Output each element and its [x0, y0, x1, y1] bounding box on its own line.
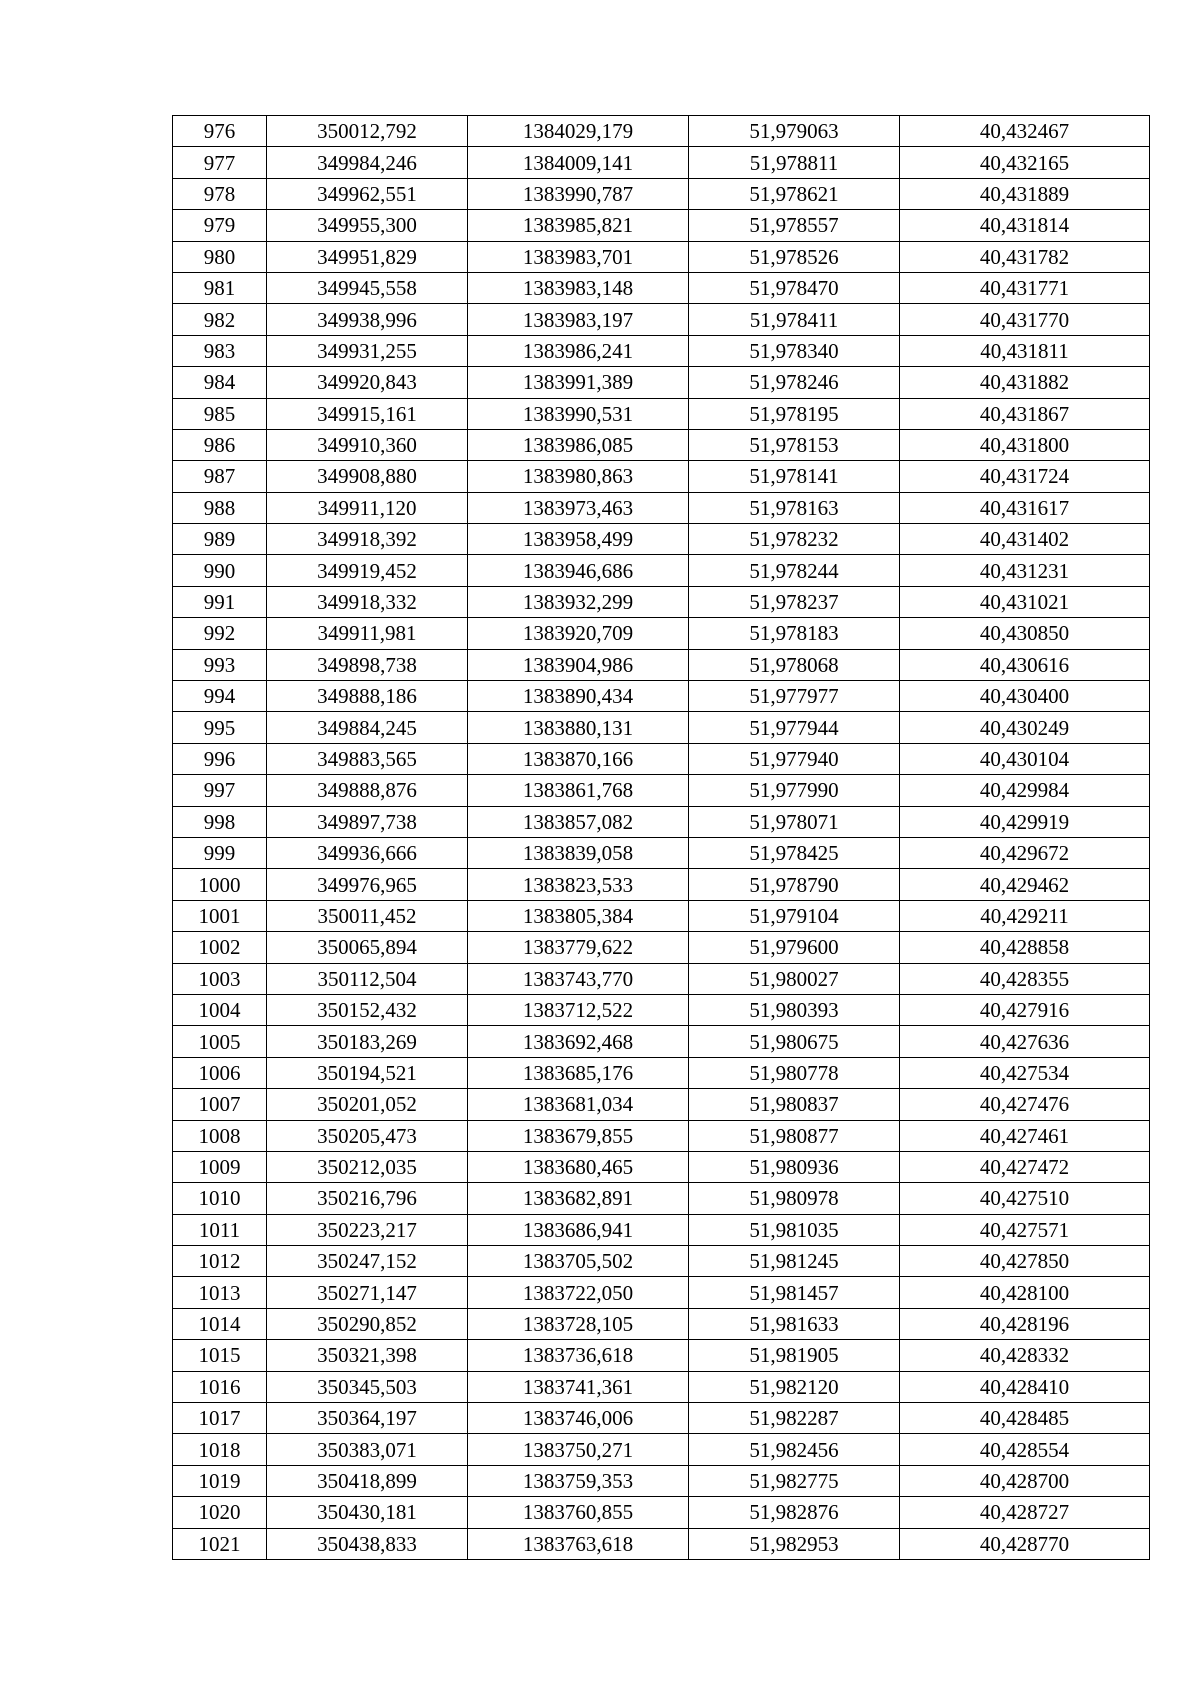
x-coordinate-cell: 350212,035 [267, 1151, 468, 1182]
latitude-cell: 51,980778 [689, 1057, 900, 1088]
point-number-cell: 997 [173, 775, 267, 806]
y-coordinate-cell: 1383861,768 [468, 775, 689, 806]
point-number-cell: 977 [173, 147, 267, 178]
latitude-cell: 51,978526 [689, 241, 900, 272]
y-coordinate-cell: 1383990,531 [468, 398, 689, 429]
latitude-cell: 51,980027 [689, 963, 900, 994]
y-coordinate-cell: 1383743,770 [468, 963, 689, 994]
latitude-cell: 51,978237 [689, 586, 900, 617]
point-number-cell: 980 [173, 241, 267, 272]
table-row [173, 116, 1150, 147]
latitude-cell: 51,980978 [689, 1183, 900, 1214]
latitude-cell: 51,977990 [689, 775, 900, 806]
y-coordinate-cell: 1383779,622 [468, 932, 689, 963]
point-number-cell: 1001 [173, 900, 267, 931]
longitude-cell: 40,430850 [900, 618, 1150, 649]
latitude-cell: 51,980675 [689, 1026, 900, 1057]
table-row [173, 1277, 1150, 1308]
x-coordinate-cell: 349962,551 [267, 178, 468, 209]
latitude-cell: 51,980936 [689, 1151, 900, 1182]
table-row [173, 1246, 1150, 1277]
point-number-cell: 1004 [173, 994, 267, 1025]
latitude-cell: 51,979063 [689, 116, 900, 147]
x-coordinate-cell: 349897,738 [267, 806, 468, 837]
y-coordinate-cell: 1384009,141 [468, 147, 689, 178]
x-coordinate-cell: 349976,965 [267, 869, 468, 900]
y-coordinate-cell: 1383728,105 [468, 1308, 689, 1339]
point-number-cell: 988 [173, 492, 267, 523]
longitude-cell: 40,431882 [900, 367, 1150, 398]
table-row [173, 1497, 1150, 1528]
table-row [173, 1340, 1150, 1371]
latitude-cell: 51,980393 [689, 994, 900, 1025]
x-coordinate-cell: 349920,843 [267, 367, 468, 398]
longitude-cell: 40,431231 [900, 555, 1150, 586]
latitude-cell: 51,978790 [689, 869, 900, 900]
x-coordinate-cell: 350205,473 [267, 1120, 468, 1151]
longitude-cell: 40,429919 [900, 806, 1150, 837]
x-coordinate-cell: 350201,052 [267, 1089, 468, 1120]
x-coordinate-cell: 349938,996 [267, 304, 468, 335]
point-number-cell: 1019 [173, 1465, 267, 1496]
longitude-cell: 40,428332 [900, 1340, 1150, 1371]
latitude-cell: 51,980877 [689, 1120, 900, 1151]
longitude-cell: 40,431867 [900, 398, 1150, 429]
point-number-cell: 976 [173, 116, 267, 147]
point-number-cell: 1011 [173, 1214, 267, 1245]
x-coordinate-cell: 349883,565 [267, 743, 468, 774]
x-coordinate-cell: 349911,981 [267, 618, 468, 649]
y-coordinate-cell: 1383705,502 [468, 1246, 689, 1277]
table-row [173, 963, 1150, 994]
y-coordinate-cell: 1383682,891 [468, 1183, 689, 1214]
x-coordinate-cell: 349936,666 [267, 837, 468, 868]
x-coordinate-cell: 349898,738 [267, 649, 468, 680]
point-number-cell: 982 [173, 304, 267, 335]
table-row [173, 492, 1150, 523]
table-row [173, 1151, 1150, 1182]
x-coordinate-cell: 350364,197 [267, 1403, 468, 1434]
y-coordinate-cell: 1383746,006 [468, 1403, 689, 1434]
y-coordinate-cell: 1383983,148 [468, 272, 689, 303]
latitude-cell: 51,982120 [689, 1371, 900, 1402]
point-number-cell: 985 [173, 398, 267, 429]
point-number-cell: 995 [173, 712, 267, 743]
longitude-cell: 40,431814 [900, 210, 1150, 241]
longitude-cell: 40,427461 [900, 1120, 1150, 1151]
y-coordinate-cell: 1383920,709 [468, 618, 689, 649]
x-coordinate-cell: 350152,432 [267, 994, 468, 1025]
y-coordinate-cell: 1383904,986 [468, 649, 689, 680]
longitude-cell: 40,427636 [900, 1026, 1150, 1057]
longitude-cell: 40,427472 [900, 1151, 1150, 1182]
latitude-cell: 51,981633 [689, 1308, 900, 1339]
latitude-cell: 51,982876 [689, 1497, 900, 1528]
latitude-cell: 51,980837 [689, 1089, 900, 1120]
latitude-cell: 51,978621 [689, 178, 900, 209]
x-coordinate-cell: 349915,161 [267, 398, 468, 429]
latitude-cell: 51,978425 [689, 837, 900, 868]
table-row [173, 461, 1150, 492]
table-row [173, 524, 1150, 555]
table-row [173, 1434, 1150, 1465]
point-number-cell: 993 [173, 649, 267, 680]
x-coordinate-cell: 349984,246 [267, 147, 468, 178]
point-number-cell: 984 [173, 367, 267, 398]
y-coordinate-cell: 1383880,131 [468, 712, 689, 743]
y-coordinate-cell: 1383991,389 [468, 367, 689, 398]
longitude-cell: 40,429211 [900, 900, 1150, 931]
longitude-cell: 40,431724 [900, 461, 1150, 492]
table-row [173, 1465, 1150, 1496]
point-number-cell: 978 [173, 178, 267, 209]
x-coordinate-cell: 349884,245 [267, 712, 468, 743]
point-number-cell: 1012 [173, 1246, 267, 1277]
coordinates-table-body [173, 116, 1150, 1560]
point-number-cell: 1000 [173, 869, 267, 900]
point-number-cell: 1020 [173, 1497, 267, 1528]
y-coordinate-cell: 1383990,787 [468, 178, 689, 209]
y-coordinate-cell: 1383760,855 [468, 1497, 689, 1528]
point-number-cell: 1017 [173, 1403, 267, 1434]
x-coordinate-cell: 349918,332 [267, 586, 468, 617]
table-row [173, 994, 1150, 1025]
table-row [173, 869, 1150, 900]
point-number-cell: 1021 [173, 1528, 267, 1559]
latitude-cell: 51,978195 [689, 398, 900, 429]
table-row [173, 1089, 1150, 1120]
y-coordinate-cell: 1383986,085 [468, 429, 689, 460]
point-number-cell: 983 [173, 335, 267, 366]
point-number-cell: 999 [173, 837, 267, 868]
table-row [173, 304, 1150, 335]
x-coordinate-cell: 350183,269 [267, 1026, 468, 1057]
table-row [173, 1371, 1150, 1402]
y-coordinate-cell: 1383805,384 [468, 900, 689, 931]
longitude-cell: 40,430400 [900, 681, 1150, 712]
table-row [173, 618, 1150, 649]
latitude-cell: 51,982775 [689, 1465, 900, 1496]
point-number-cell: 1005 [173, 1026, 267, 1057]
point-number-cell: 1018 [173, 1434, 267, 1465]
y-coordinate-cell: 1383890,434 [468, 681, 689, 712]
longitude-cell: 40,428196 [900, 1308, 1150, 1339]
y-coordinate-cell: 1383985,821 [468, 210, 689, 241]
x-coordinate-cell: 350011,452 [267, 900, 468, 931]
longitude-cell: 40,427850 [900, 1246, 1150, 1277]
longitude-cell: 40,431021 [900, 586, 1150, 617]
y-coordinate-cell: 1383680,465 [468, 1151, 689, 1182]
table-row [173, 1528, 1150, 1559]
latitude-cell: 51,978340 [689, 335, 900, 366]
y-coordinate-cell: 1383722,050 [468, 1277, 689, 1308]
y-coordinate-cell: 1383686,941 [468, 1214, 689, 1245]
latitude-cell: 51,982456 [689, 1434, 900, 1465]
point-number-cell: 992 [173, 618, 267, 649]
x-coordinate-cell: 350321,398 [267, 1340, 468, 1371]
y-coordinate-cell: 1383823,533 [468, 869, 689, 900]
table-row [173, 837, 1150, 868]
latitude-cell: 51,981905 [689, 1340, 900, 1371]
latitude-cell: 51,977940 [689, 743, 900, 774]
x-coordinate-cell: 349888,876 [267, 775, 468, 806]
x-coordinate-cell: 350223,217 [267, 1214, 468, 1245]
point-number-cell: 1013 [173, 1277, 267, 1308]
point-number-cell: 996 [173, 743, 267, 774]
longitude-cell: 40,431800 [900, 429, 1150, 460]
latitude-cell: 51,982953 [689, 1528, 900, 1559]
longitude-cell: 40,427510 [900, 1183, 1150, 1214]
x-coordinate-cell: 350290,852 [267, 1308, 468, 1339]
point-number-cell: 979 [173, 210, 267, 241]
table-row [173, 429, 1150, 460]
y-coordinate-cell: 1383681,034 [468, 1089, 689, 1120]
point-number-cell: 1010 [173, 1183, 267, 1214]
longitude-cell: 40,428700 [900, 1465, 1150, 1496]
point-number-cell: 998 [173, 806, 267, 837]
longitude-cell: 40,429984 [900, 775, 1150, 806]
table-row [173, 147, 1150, 178]
longitude-cell: 40,427916 [900, 994, 1150, 1025]
y-coordinate-cell: 1383712,522 [468, 994, 689, 1025]
x-coordinate-cell: 349931,255 [267, 335, 468, 366]
latitude-cell: 51,978246 [689, 367, 900, 398]
longitude-cell: 40,431770 [900, 304, 1150, 335]
x-coordinate-cell: 350271,147 [267, 1277, 468, 1308]
latitude-cell: 51,977977 [689, 681, 900, 712]
x-coordinate-cell: 349911,120 [267, 492, 468, 523]
table-row [173, 586, 1150, 617]
latitude-cell: 51,979104 [689, 900, 900, 931]
x-coordinate-cell: 350247,152 [267, 1246, 468, 1277]
latitude-cell: 51,978232 [689, 524, 900, 555]
y-coordinate-cell: 1383983,701 [468, 241, 689, 272]
table-row [173, 806, 1150, 837]
y-coordinate-cell: 1383958,499 [468, 524, 689, 555]
table-row [173, 1120, 1150, 1151]
y-coordinate-cell: 1383763,618 [468, 1528, 689, 1559]
x-coordinate-cell: 349910,360 [267, 429, 468, 460]
table-row [173, 900, 1150, 931]
latitude-cell: 51,982287 [689, 1403, 900, 1434]
x-coordinate-cell: 350194,521 [267, 1057, 468, 1088]
y-coordinate-cell: 1383839,058 [468, 837, 689, 868]
longitude-cell: 40,427534 [900, 1057, 1150, 1088]
x-coordinate-cell: 349951,829 [267, 241, 468, 272]
x-coordinate-cell: 350216,796 [267, 1183, 468, 1214]
y-coordinate-cell: 1383857,082 [468, 806, 689, 837]
longitude-cell: 40,427476 [900, 1089, 1150, 1120]
point-number-cell: 987 [173, 461, 267, 492]
y-coordinate-cell: 1384029,179 [468, 116, 689, 147]
latitude-cell: 51,978068 [689, 649, 900, 680]
point-number-cell: 986 [173, 429, 267, 460]
table-row [173, 775, 1150, 806]
x-coordinate-cell: 350065,894 [267, 932, 468, 963]
x-coordinate-cell: 349919,452 [267, 555, 468, 586]
latitude-cell: 51,981035 [689, 1214, 900, 1245]
y-coordinate-cell: 1383986,241 [468, 335, 689, 366]
y-coordinate-cell: 1383736,618 [468, 1340, 689, 1371]
y-coordinate-cell: 1383932,299 [468, 586, 689, 617]
table-row [173, 743, 1150, 774]
latitude-cell: 51,978183 [689, 618, 900, 649]
longitude-cell: 40,428858 [900, 932, 1150, 963]
y-coordinate-cell: 1383983,197 [468, 304, 689, 335]
longitude-cell: 40,431811 [900, 335, 1150, 366]
point-number-cell: 991 [173, 586, 267, 617]
latitude-cell: 51,978411 [689, 304, 900, 335]
table-row [173, 712, 1150, 743]
x-coordinate-cell: 349918,392 [267, 524, 468, 555]
latitude-cell: 51,978141 [689, 461, 900, 492]
y-coordinate-cell: 1383750,271 [468, 1434, 689, 1465]
point-number-cell: 1006 [173, 1057, 267, 1088]
longitude-cell: 40,428554 [900, 1434, 1150, 1465]
table-row [173, 932, 1150, 963]
longitude-cell: 40,430249 [900, 712, 1150, 743]
longitude-cell: 40,432165 [900, 147, 1150, 178]
table-row [173, 335, 1150, 366]
longitude-cell: 40,428727 [900, 1497, 1150, 1528]
point-number-cell: 1007 [173, 1089, 267, 1120]
table-row [173, 241, 1150, 272]
table-row [173, 1214, 1150, 1245]
x-coordinate-cell: 350383,071 [267, 1434, 468, 1465]
longitude-cell: 40,431402 [900, 524, 1150, 555]
point-number-cell: 1002 [173, 932, 267, 963]
latitude-cell: 51,978811 [689, 147, 900, 178]
latitude-cell: 51,978071 [689, 806, 900, 837]
x-coordinate-cell: 349955,300 [267, 210, 468, 241]
latitude-cell: 51,977944 [689, 712, 900, 743]
y-coordinate-cell: 1383980,863 [468, 461, 689, 492]
point-number-cell: 1015 [173, 1340, 267, 1371]
point-number-cell: 994 [173, 681, 267, 712]
x-coordinate-cell: 350112,504 [267, 963, 468, 994]
table-row [173, 649, 1150, 680]
y-coordinate-cell: 1383973,463 [468, 492, 689, 523]
x-coordinate-cell: 350012,792 [267, 116, 468, 147]
coordinates-table [172, 115, 1150, 1560]
point-number-cell: 981 [173, 272, 267, 303]
x-coordinate-cell: 349888,186 [267, 681, 468, 712]
point-number-cell: 1009 [173, 1151, 267, 1182]
longitude-cell: 40,428100 [900, 1277, 1150, 1308]
point-number-cell: 1008 [173, 1120, 267, 1151]
x-coordinate-cell: 350438,833 [267, 1528, 468, 1559]
longitude-cell: 40,431617 [900, 492, 1150, 523]
table-row [173, 555, 1150, 586]
latitude-cell: 51,978244 [689, 555, 900, 586]
table-row [173, 1183, 1150, 1214]
longitude-cell: 40,431782 [900, 241, 1150, 272]
longitude-cell: 40,428770 [900, 1528, 1150, 1559]
x-coordinate-cell: 350418,899 [267, 1465, 468, 1496]
longitude-cell: 40,428355 [900, 963, 1150, 994]
longitude-cell: 40,429462 [900, 869, 1150, 900]
y-coordinate-cell: 1383679,855 [468, 1120, 689, 1151]
latitude-cell: 51,981245 [689, 1246, 900, 1277]
latitude-cell: 51,978470 [689, 272, 900, 303]
longitude-cell: 40,429672 [900, 837, 1150, 868]
x-coordinate-cell: 350345,503 [267, 1371, 468, 1402]
point-number-cell: 1003 [173, 963, 267, 994]
longitude-cell: 40,431771 [900, 272, 1150, 303]
longitude-cell: 40,428485 [900, 1403, 1150, 1434]
x-coordinate-cell: 349908,880 [267, 461, 468, 492]
table-row [173, 272, 1150, 303]
y-coordinate-cell: 1383946,686 [468, 555, 689, 586]
latitude-cell: 51,979600 [689, 932, 900, 963]
latitude-cell: 51,978557 [689, 210, 900, 241]
table-row [173, 1403, 1150, 1434]
point-number-cell: 989 [173, 524, 267, 555]
table-row [173, 681, 1150, 712]
latitude-cell: 51,981457 [689, 1277, 900, 1308]
y-coordinate-cell: 1383741,361 [468, 1371, 689, 1402]
point-number-cell: 1014 [173, 1308, 267, 1339]
latitude-cell: 51,978153 [689, 429, 900, 460]
y-coordinate-cell: 1383759,353 [468, 1465, 689, 1496]
longitude-cell: 40,430104 [900, 743, 1150, 774]
table-row [173, 1308, 1150, 1339]
table-row [173, 178, 1150, 209]
longitude-cell: 40,431889 [900, 178, 1150, 209]
table-row [173, 210, 1150, 241]
y-coordinate-cell: 1383692,468 [468, 1026, 689, 1057]
table-row [173, 367, 1150, 398]
longitude-cell: 40,428410 [900, 1371, 1150, 1402]
latitude-cell: 51,978163 [689, 492, 900, 523]
table-row [173, 1057, 1150, 1088]
x-coordinate-cell: 349945,558 [267, 272, 468, 303]
y-coordinate-cell: 1383685,176 [468, 1057, 689, 1088]
point-number-cell: 1016 [173, 1371, 267, 1402]
longitude-cell: 40,427571 [900, 1214, 1150, 1245]
table-row [173, 398, 1150, 429]
x-coordinate-cell: 350430,181 [267, 1497, 468, 1528]
table-row [173, 1026, 1150, 1057]
y-coordinate-cell: 1383870,166 [468, 743, 689, 774]
longitude-cell: 40,430616 [900, 649, 1150, 680]
point-number-cell: 990 [173, 555, 267, 586]
longitude-cell: 40,432467 [900, 116, 1150, 147]
